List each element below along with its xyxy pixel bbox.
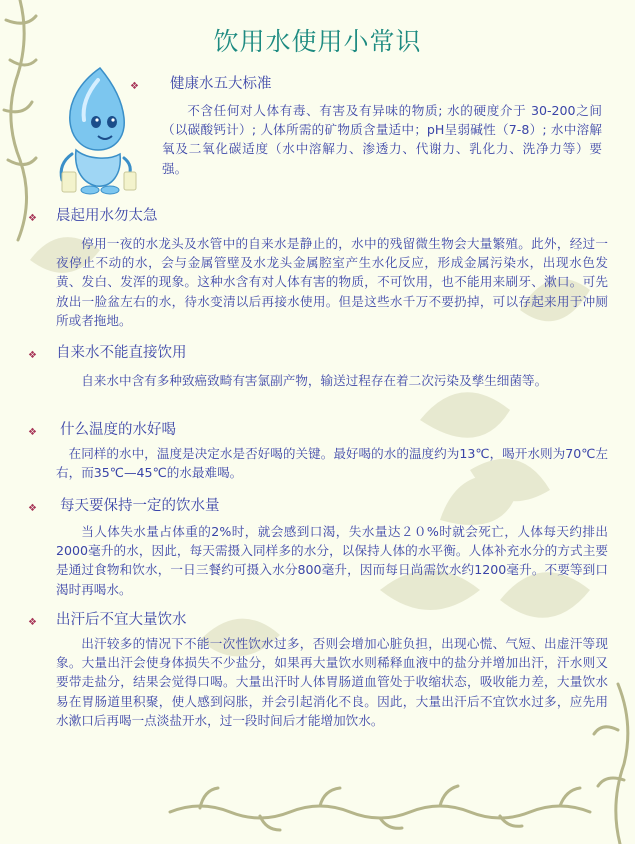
diamond-bullet-icon: ❖ — [28, 503, 37, 514]
page-title: 饮用水使用小常识 — [213, 27, 422, 56]
section-heading: 自来水不能直接饮用 — [56, 345, 187, 361]
section-heading: 晨起用水勿太急 — [56, 208, 158, 224]
section-heading: 什么温度的水好喝 — [60, 422, 176, 438]
diamond-bullet-icon: ❖ — [28, 350, 37, 361]
diamond-bullet-icon: ❖ — [28, 427, 37, 438]
water-drop-mascot-icon — [40, 62, 140, 202]
section-heading: 出汗后不宜大量饮水 — [56, 612, 187, 628]
section-body: 当人体失水量占体重的2%时，就会感到口渴，失水量达２０%时就会死亡，人体每天约排出2000毫升的水，因此，每天需摄入同样多的水分，以保持人体的水平衡。人体补充水分的方式主要是通过食物和饮水，一日三餐约可摄入水分800毫升，因而每日尚需饮水约1200毫升。不要等到口渴时再喝水。 — [56, 524, 608, 597]
section-body: 出汗较多的情况下不能一次性饮水过多，否则会增加心脏负担，出现心慌、气短、出虚汗等现象。大量出汗会使身体损失不少盐分，如果再大量饮水则稀释血液中的盐分并增加出汗，汗水则又要带走盐分，结果会觉得口喝。大量出汗时人体胃肠道血管处于收缩状态，吸收能力差，大量饮水易在胃肠道里积聚，使人感到闷胀，并会引起消化不良。因此，大量出汗后不宜饮水过多，应先用水漱口后再喝一点淡盐开水，过一段时间后才能增加饮水。 — [56, 636, 608, 728]
section-body: 停用一夜的水龙头及水管中的自来水是静止的，水中的残留微生物会大量繁殖。此外，经过一夜停止不动的水，会与金属管壁及水龙头金属腔室产生水化反应，形成金属污染水，出现水色发黄、发白、发浑的现象。这种水含有对人体有害的物质，不可饮用，也不能用来刷牙、漱口。可先放出一脸盆左右的水，待水变清以后再接水使用。但是这些水千万不要扔掉，可以存起来用于冲厕所或者拖地。 — [56, 236, 608, 328]
section-body: 在同样的水中，温度是决定水是否好喝的关键。最好喝的水的温度约为13℃，喝开水则为70℃左右，而35℃—45℃的水最难喝。 — [56, 446, 608, 481]
section-body: 不含任何对人体有毒、有害及有异味的物质; 水的硬度介于 30-200之间（以碳酸钙计）; 人体所需的矿物质含量适中；pH呈弱碱性（7-8）; 水中溶解氧及二氧化碳适度（水中溶解力、渗透力、代谢力、乳化力、洗净力等）要强。 — [162, 103, 602, 176]
section-heading: 每天要保持一定的饮水量 — [60, 498, 220, 514]
diamond-bullet-icon: ❖ — [130, 81, 139, 92]
section-heading: 健康水五大标准 — [170, 76, 272, 92]
diamond-bullet-icon: ❖ — [28, 617, 37, 628]
diamond-bullet-icon: ❖ — [28, 213, 37, 224]
section-body: 自来水中含有多种致癌致畸有害氯副产物，输送过程存在着二次污染及孳生细菌等。 — [81, 373, 548, 388]
